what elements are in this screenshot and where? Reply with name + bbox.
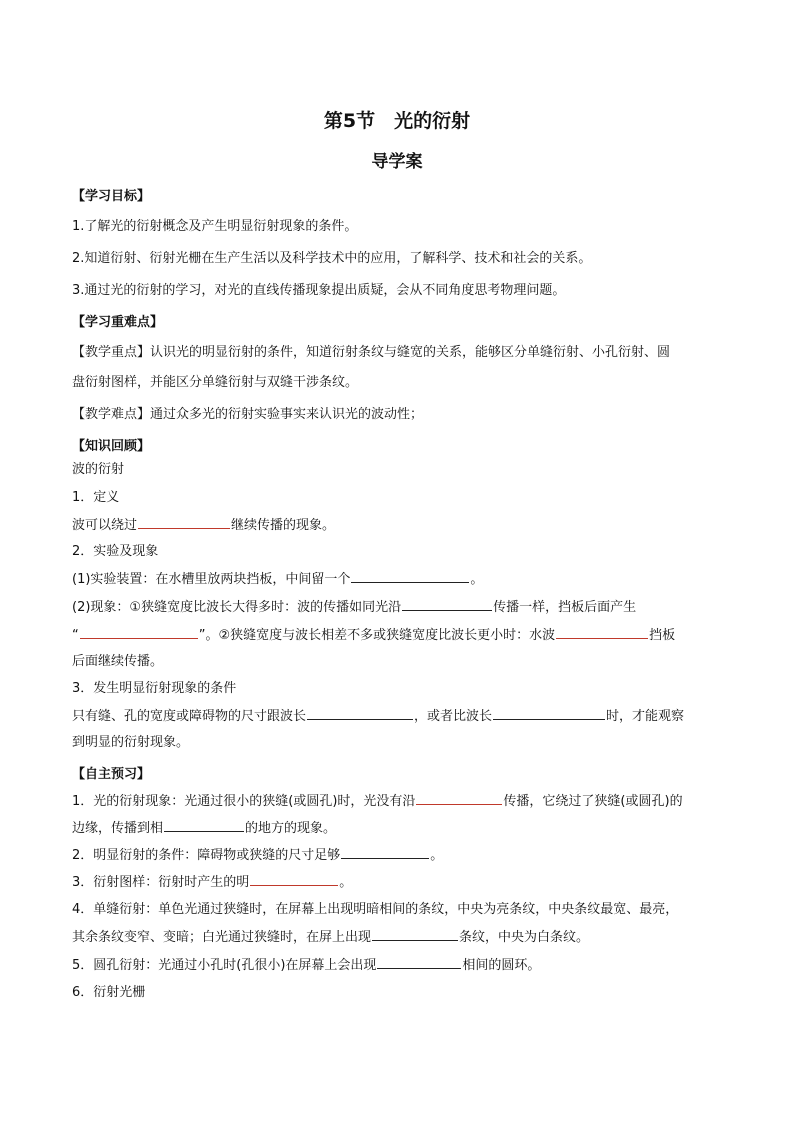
fill-blank[interactable] (80, 626, 198, 639)
review-experiment-2-end: 后面继续传播。 (72, 654, 164, 669)
text: 。 (430, 848, 444, 863)
review-experiment-2 (72, 598, 732, 617)
fill-blank[interactable] (493, 707, 605, 720)
text: 相间的圆环。 (462, 958, 541, 973)
text: 的地方的现象。 (245, 821, 337, 836)
preview-item-1-cont (72, 819, 732, 838)
text: 3．衍射图样：衍射时产生的明 (72, 875, 250, 890)
fill-blank[interactable] (250, 873, 338, 886)
page-subtitle: 导学案 (371, 152, 423, 172)
section-heading-keypoints: 【学习重难点】 (72, 315, 164, 330)
preview-item-1 (72, 792, 732, 811)
preview-item-5 (72, 956, 732, 975)
section-heading-review: 【知识回顾】 (72, 439, 151, 454)
review-condition-heading: 3．发生明显衍射现象的条件 (72, 681, 237, 696)
text: (1)实验装置：在水槽里放两块挡板，中间留一个 (72, 572, 351, 587)
text: 边缘，传播到相 (72, 821, 164, 836)
text: 2．明显衍射的条件：障碍物或狭缝的尺寸足够 (72, 848, 341, 863)
fill-blank[interactable] (307, 707, 413, 720)
goal-item-2: 2.知道衍射、衍射光栅在生产生活以及科学技术中的应用，了解科学、技术和社会的关系。 (72, 251, 592, 266)
text: 继续传播的现象。 (231, 518, 336, 533)
fill-blank[interactable] (402, 598, 492, 611)
text: 。 (339, 875, 353, 890)
review-condition-end: 到明显的衍射现象。 (72, 735, 190, 750)
text: 传播一样，挡板后面产生 (493, 600, 637, 615)
preview-item-4: 4．单缝衍射：单色光通过狭缝时，在屏幕上出现明暗相间的条纹，中央为亮条纹，中央条纹最宽、最亮， (72, 902, 679, 917)
review-topic: 波的衍射 (72, 462, 125, 477)
text: 波可以绕过 (72, 518, 138, 533)
fill-blank[interactable] (377, 956, 461, 969)
goal-item-3: 3.通过光的衍射的学习，对光的直线传播现象提出质疑，会从不同角度思考物理问题。 (72, 283, 566, 298)
text: ”。②狭缝宽度与波长相差不多或狭缝宽度比波长更小时：水波 (198, 628, 556, 643)
teaching-focus-line2: 盘衍射图样，并能区分单缝衍射与双缝干涉条纹。 (72, 375, 359, 390)
preview-item-2 (72, 846, 732, 865)
fill-blank[interactable] (556, 626, 648, 639)
review-definition (72, 516, 732, 535)
text: 1．光的衍射现象：光通过很小的狭缝(或圆孔)时，光没有沿 (72, 794, 416, 809)
text: 传播，它绕过了狭缝(或圆孔)的 (503, 794, 683, 809)
teaching-focus-line1: 【教学重点】认识光的明显衍射的条件，知道衍射条纹与缝宽的关系，能够区分单缝衍射、小孔衍射、圆 (72, 345, 671, 360)
text: 5．圆孔衍射：光通过小孔时(孔很小)在屏幕上会出现 (72, 958, 377, 973)
text: 其余条纹变窄、变暗；白光通过狭缝时，在屏上出现 (72, 930, 372, 945)
text: 条纹，中央为白条纹。 (459, 930, 590, 945)
goal-item-1: 1.了解光的衍射概念及产生明显衍射现象的条件。 (72, 219, 358, 234)
section-heading-preview: 【自主预习】 (72, 767, 151, 782)
fill-blank[interactable] (372, 928, 458, 941)
text: 时，才能观察 (606, 709, 685, 724)
fill-blank[interactable] (341, 846, 429, 859)
review-experiment-1 (72, 570, 732, 589)
teaching-difficulty: 【教学难点】通过众多光的衍射实验事实来认识光的波动性； (72, 407, 424, 422)
review-experiment-heading: 2．实验及现象 (72, 544, 159, 559)
text: 只有缝、孔的宽度或障碍物的尺寸跟波长 (72, 709, 307, 724)
review-experiment-2-cont (72, 626, 732, 645)
fill-blank[interactable] (138, 516, 230, 529)
preview-item-6: 6．衍射光栅 (72, 985, 146, 1000)
preview-item-4-cont (72, 928, 732, 947)
preview-item-3 (72, 873, 732, 892)
text: “ (72, 628, 79, 643)
text: 。 (470, 572, 484, 587)
text: ，或者比波长 (414, 709, 493, 724)
section-heading-goals: 【学习目标】 (72, 189, 151, 204)
text: (2)现象：①狭缝宽度比波长大得多时：波的传播如同光沿 (72, 600, 402, 615)
fill-blank[interactable] (416, 792, 502, 805)
text: 挡板 (649, 628, 676, 643)
page-title: 第5节 光的衍射 (323, 110, 471, 132)
fill-blank[interactable] (164, 819, 244, 832)
fill-blank[interactable] (351, 570, 469, 583)
review-definition-heading: 1．定义 (72, 490, 120, 505)
review-condition (72, 707, 732, 726)
